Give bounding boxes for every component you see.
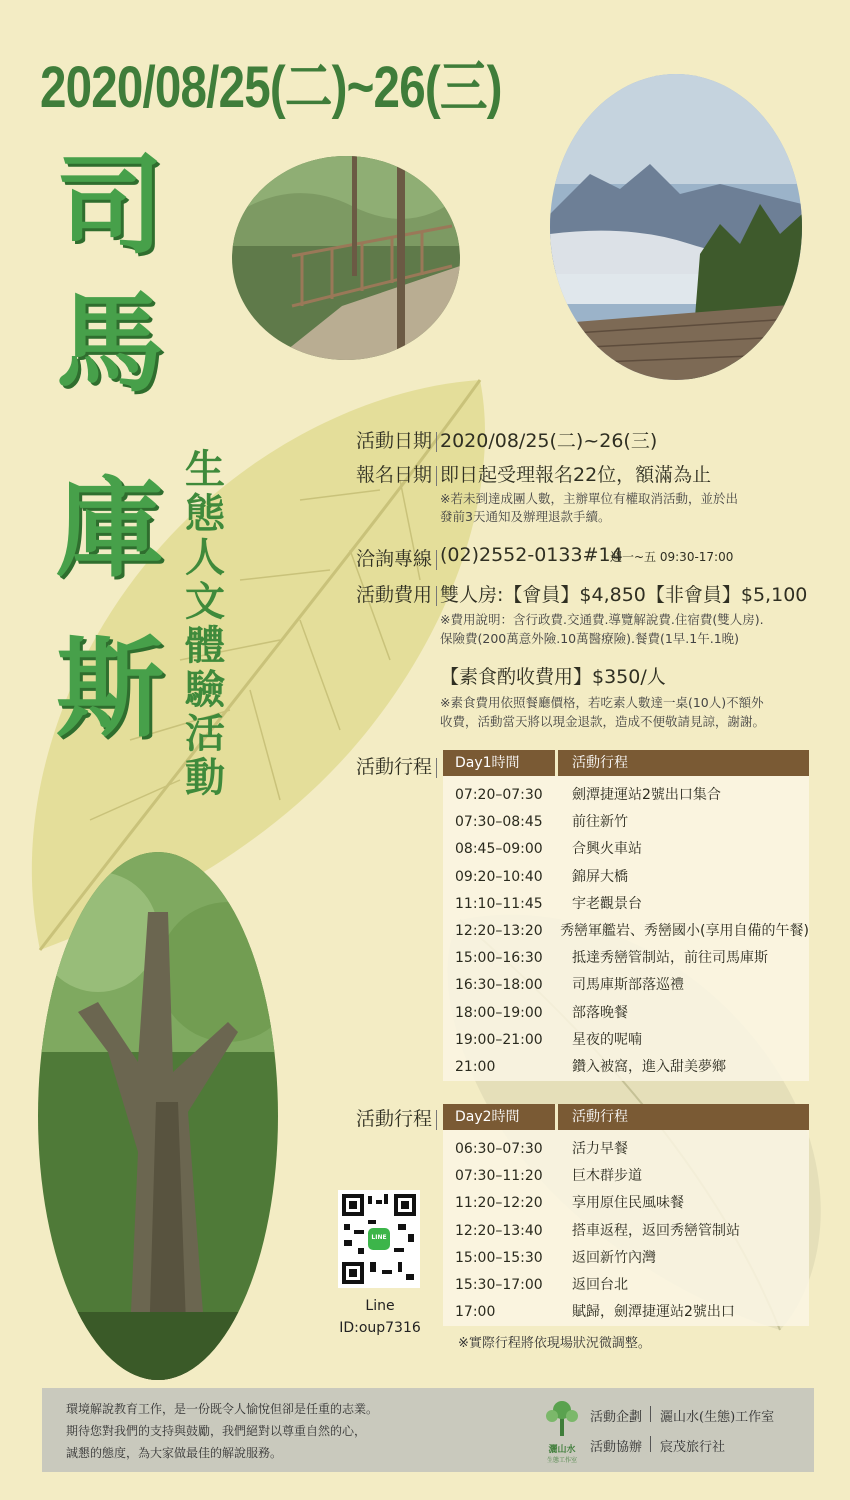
title-char: 斯 — [55, 626, 164, 752]
date-label: 活動日期 — [356, 426, 437, 453]
subtitle-char: 活 — [185, 711, 225, 757]
day1-label: 活動行程 — [356, 752, 437, 779]
row-activity: 合興火車站 — [572, 841, 642, 858]
signup-value: 即日起受理報名22位，額滿為止 — [440, 464, 712, 486]
row-time: 07:20–07:30 — [455, 787, 543, 803]
row-activity: 巨木群步道 — [572, 1168, 642, 1185]
logo-sub: 生態工作室 — [546, 1457, 577, 1464]
signup-note: 發前3天通知及辦理退款手續。 — [440, 509, 611, 524]
row-time: 15:00–16:30 — [455, 950, 543, 967]
col-item: 活動行程 — [572, 1109, 628, 1125]
fee-value: 雙人房:【會員】$4,850【非會員】$5,100 — [440, 584, 808, 606]
line-id: ID:oup7316 — [339, 1320, 421, 1336]
row-activity: 秀巒軍艦岩、秀巒國小(享用自備的午餐) — [560, 922, 809, 939]
row-activity: 星夜的呢喃 — [572, 1031, 642, 1048]
table-row — [443, 1000, 809, 1027]
row-time: 15:30–17:00 — [455, 1276, 543, 1293]
table-row — [443, 1027, 809, 1054]
footer-text: 誠懇的態度，為大家做最佳的解說服務。 — [66, 1446, 283, 1460]
day2-label: 活動行程 — [356, 1104, 437, 1131]
contact-hours: 週一~五 09:30-17:00 — [610, 550, 734, 564]
col-time: Day2時間 — [443, 1104, 558, 1130]
table-row — [443, 1136, 809, 1163]
row-time: 07:30–11:20 — [455, 1168, 543, 1185]
table-row — [443, 1272, 809, 1299]
title-char: 庫 — [55, 466, 164, 592]
cohost-value: 宸茂旅行社 — [660, 1440, 726, 1455]
row-activity: 鑽入被窩，進入甜美夢鄉 — [572, 1058, 726, 1075]
row-time: 18:00–19:00 — [455, 1004, 543, 1021]
table-row — [443, 782, 809, 809]
row-time: 12:20–13:20 — [455, 922, 543, 939]
logo-text: 灑山水 — [548, 1445, 576, 1455]
date-banner: 2020/08/25(二)~26(三) — [40, 55, 502, 120]
bridge-photo — [232, 156, 460, 360]
contact-phone: (02)2552-0133#14 — [440, 544, 623, 566]
veg-note: ※素食費用依照餐廳價格，若吃素人數達一桌(10人)不額外 — [440, 695, 764, 710]
footer — [42, 1388, 814, 1472]
row-activity: 劍潭捷運站2號出口集合 — [572, 787, 721, 803]
table-row — [443, 972, 809, 999]
table-row — [443, 1245, 809, 1272]
row-time: 19:00–21:00 — [455, 1031, 543, 1048]
veg-note: 收費，活動當天將以現金退款，造成不便敬請見諒，謝謝。 — [440, 714, 766, 729]
signup-label: 報名日期 — [356, 460, 437, 487]
line-logo-icon: LINE — [371, 1234, 387, 1241]
subtitle-char: 文 — [185, 579, 225, 625]
mountain-photo — [550, 74, 802, 380]
row-time: 12:20–13:40 — [455, 1222, 543, 1239]
planner-value: 灑山水(生態)工作室 — [660, 1410, 775, 1425]
row-time: 17:00 — [455, 1304, 496, 1321]
row-time: 11:20–12:20 — [455, 1195, 543, 1212]
row-activity: 賦歸，劍潭捷運站2號出口 — [572, 1304, 735, 1321]
fee-label: 活動費用 — [356, 580, 437, 607]
col-time: Day1時間 — [443, 750, 558, 776]
table-row — [443, 1054, 809, 1081]
table-row — [443, 1190, 809, 1217]
day1-schedule-table — [443, 750, 809, 1081]
table-row — [443, 1299, 809, 1326]
line-label: Line — [365, 1298, 395, 1314]
row-time: 21:00 — [455, 1058, 496, 1075]
subtitle-char: 驗 — [185, 667, 225, 713]
row-activity: 錦屏大橋 — [572, 868, 628, 885]
title-char: 司 — [55, 143, 164, 269]
footer-text: 期待您對我們的支持與鼓勵，我們絕對以尊重自然的心， — [66, 1424, 367, 1438]
table-header — [443, 1104, 809, 1130]
table-row — [443, 945, 809, 972]
row-time: 09:20–10:40 — [455, 868, 543, 885]
table-row — [443, 1163, 809, 1190]
planner-label: 活動企劃 — [590, 1410, 643, 1425]
subtitle-char: 生 — [185, 447, 225, 493]
giant-tree-photo — [38, 852, 278, 1380]
row-activity: 享用原住民風味餐 — [572, 1195, 684, 1212]
subtitle-char: 人 — [185, 535, 225, 581]
row-activity: 前往新竹 — [572, 814, 628, 831]
studio-logo-icon — [542, 1398, 582, 1462]
fee-note: 保險費(200萬意外險.10萬醫療險).餐費(1早.1午.1晚) — [440, 631, 740, 646]
day2-schedule-table — [443, 1104, 809, 1326]
table-row — [443, 1218, 809, 1245]
table-row — [443, 864, 809, 891]
subtitle-char: 體 — [185, 623, 225, 669]
date-value: 2020/08/25(二)~26(三) — [440, 430, 658, 452]
subtitle-char: 態 — [185, 491, 225, 537]
row-time: 06:30–07:30 — [455, 1141, 543, 1157]
footer-text: 環境解說教育工作，是一份既令人愉悅但卻是任重的志業。 — [66, 1402, 379, 1416]
row-time: 16:30–18:00 — [455, 977, 543, 994]
row-activity: 搭車返程，返回秀巒管制站 — [572, 1222, 740, 1239]
col-item: 活動行程 — [572, 755, 628, 771]
row-activity: 抵達秀巒管制站，前往司馬庫斯 — [572, 950, 768, 967]
schedule-note: ※實際行程將依現場狀況微調整。 — [458, 1336, 651, 1351]
subtitle-char: 動 — [185, 755, 225, 801]
row-activity: 部落晚餐 — [572, 1004, 628, 1021]
row-time: 15:00–15:30 — [455, 1249, 543, 1266]
veg-fee: 【素食酌收費用】$350/人 — [440, 666, 666, 688]
title-char: 馬 — [55, 281, 164, 407]
row-activity: 活力早餐 — [572, 1141, 628, 1157]
row-time: 11:10–11:45 — [455, 895, 543, 912]
fee-note: ※費用說明：含行政費.交通費.導覽解說費.住宿費(雙人房). — [440, 612, 764, 627]
table-row — [443, 809, 809, 836]
cohost-label: 活動協辦 — [590, 1440, 643, 1455]
table-row — [443, 836, 809, 863]
table-header — [443, 750, 809, 776]
row-activity: 返回台北 — [572, 1276, 628, 1293]
signup-note: ※若未到達成團人數，主辦單位有權取消活動，並於出 — [440, 491, 738, 506]
qr-code[interactable] — [338, 1190, 420, 1288]
row-time: 07:30–08:45 — [455, 814, 543, 831]
row-activity: 宇老觀景台 — [572, 895, 642, 912]
contact-label: 洽詢專線 — [356, 544, 437, 571]
row-time: 08:45–09:00 — [455, 841, 543, 858]
row-activity: 返回新竹內灣 — [572, 1249, 656, 1266]
row-activity: 司馬庫斯部落巡禮 — [572, 977, 684, 994]
table-row — [443, 891, 809, 918]
table-row — [443, 918, 809, 945]
